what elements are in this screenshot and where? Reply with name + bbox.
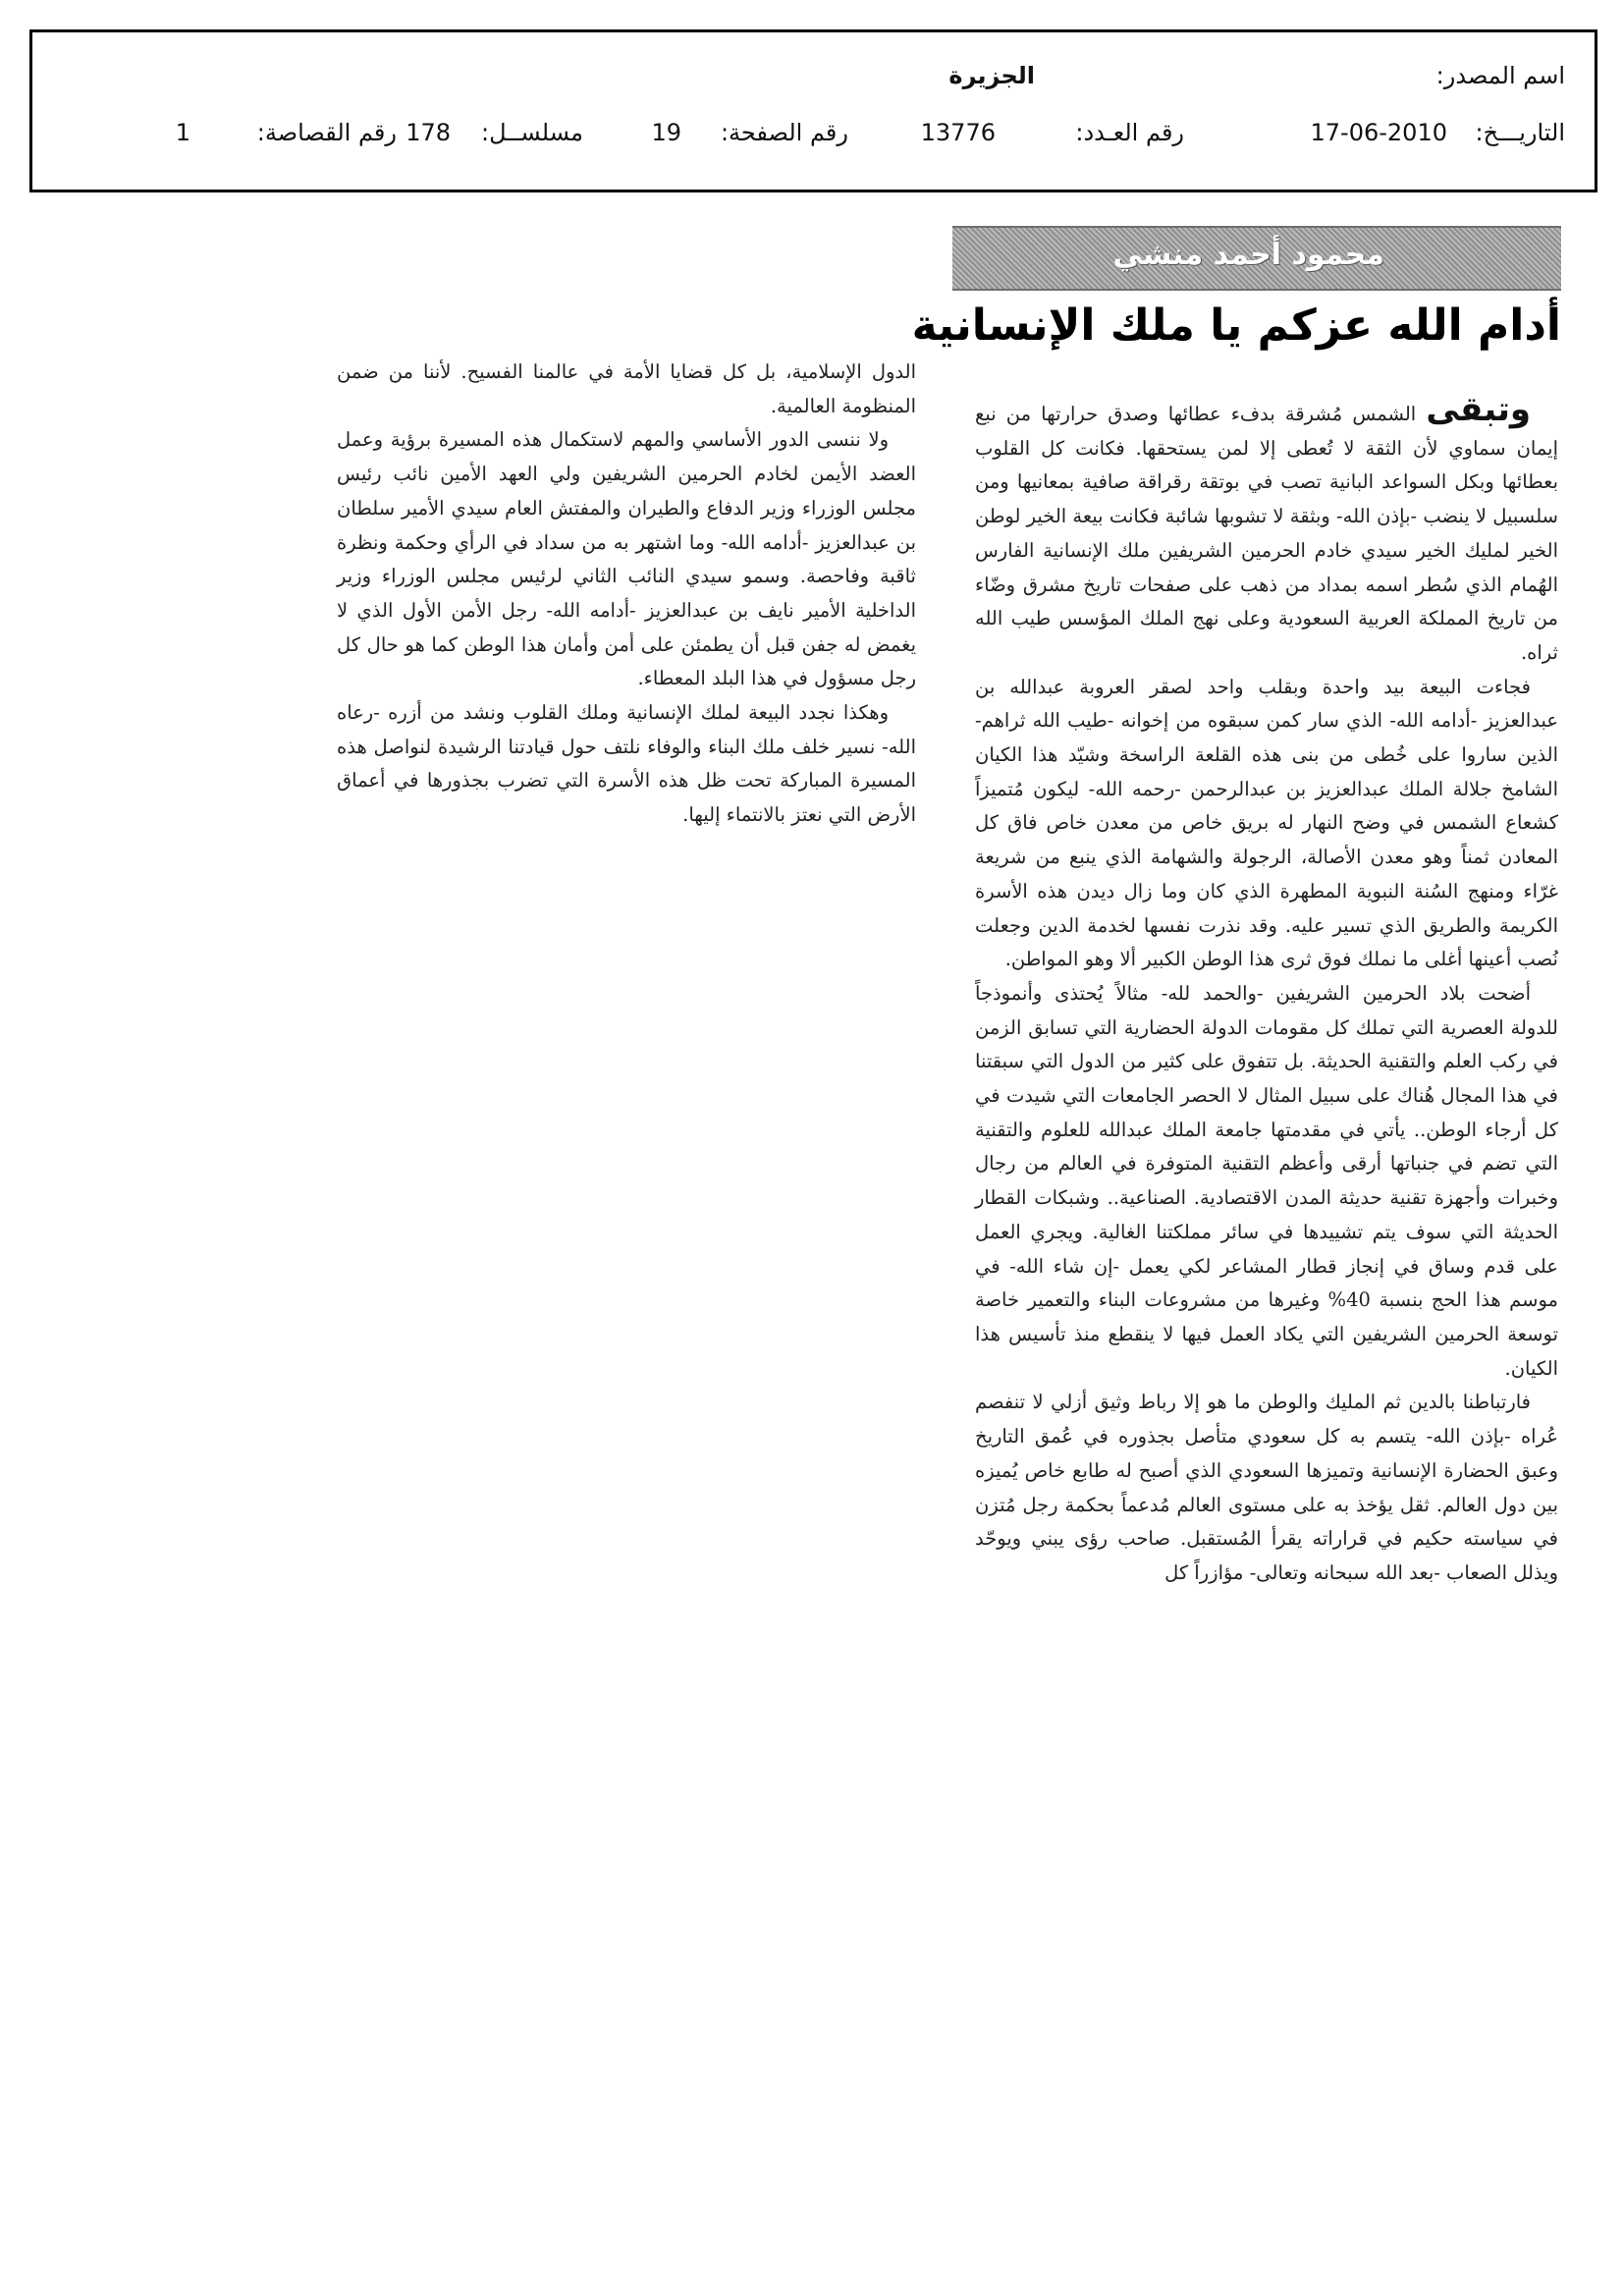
serial-label: مسلســل: bbox=[481, 119, 583, 146]
clip-label: رقم القصاصة: bbox=[256, 119, 397, 146]
article-column-right bbox=[975, 390, 1558, 1591]
date-value: 17-06-2010 bbox=[1310, 119, 1447, 146]
source-label: اسم المصدر: bbox=[1435, 62, 1565, 89]
paragraph: وهكذا نجدد البيعة لملك الإنسانية وملك القلوب ونشد من أزره -رعاه الله- نسير خلف ملك البناء والوفاء نلتف حول قيادتنا الرشيدة لنواصل هذه المسيرة المباركة تحت ظل هذه الأسرة التي تضرب بجذورها في أعماق الأرض التي نعتز بالانتماء إليها. bbox=[337, 701, 916, 827]
clipping-header-box bbox=[29, 29, 1597, 192]
page-value: 19 bbox=[651, 119, 681, 146]
date-label: التاريـــخ: bbox=[1475, 119, 1565, 146]
paragraph: الدول الإسلامية، بل كل قضايا الأمة في عالمنا الفسيح. لأننا من ضمن المنظومة العالمية. bbox=[337, 360, 916, 417]
article-headline: أدام الله عزكم يا ملك الإنسانية bbox=[911, 301, 1561, 351]
paragraph-text: الشمس مُشرقة بدفء عطائها وصدق حرارتها من نبع إيمان سماوي لأن الثقة لا تُعطى إلا لمن يستحقها. فكانت كل القلوب بعطائها وبكل السواعد البانية تصب في بوتقة رقراقة صافية بمعانيها ومن سلسبيل لا ينضب -بإذن الله- وبثقة لا تشوبها شائبة فكانت بيعة الخير لوطن الخير لمليك الخير سيدي خادم الحرمين الشريفين ملك الإنسانية الفارس الهُمام الذي سُطر اسمه بمداد من ذهب على صفحات تاريخ مشرق وضّاء من تاريخ المملكة العربية السعودية وعلى نهج الملك المؤسس طيب الله ثراه. bbox=[975, 403, 1558, 664]
paragraph: فجاءت البيعة بيد واحدة وبقلب واحد لصقر العروبة عبدالله بن عبدالعزيز -أدامه الله- الذي سار كمن سبقوه من إخوانه -طيب الله ثراهم- الذين ساروا على خُطى من بنى هذه القلعة الراسخة وشيّد هذا الكيان الشامخ جلالة الملك عبدالعزيز بن عبدالرحمن -رحمه الله- ليكون مُتميزاً كشعاع الشمس في وضح النهار له بريق خاص من معدن خاص فاق كل المعادن ثمناً وهو معدن الأصالة، الرجولة والشهامة الذي ينبع من شريعة غرّاء ومنهج السُنة النبوية المطهرة الذي كان وما زال ديدن هذه الأسرة الكريمة والطريق الذي تسير عليه. وقد نذرت نفسها لخدمة الدين وجعلت نُصب أعينها أغلى ما نملك فوق ثرى هذا الوطن الكبير ألا وهو المواطن. bbox=[975, 675, 1558, 971]
author-band bbox=[952, 226, 1561, 291]
paragraph: ولا ننسى الدور الأساسي والمهم لاستكمال هذه المسيرة برؤية وعمل العضد الأيمن لخادم الحرمين الشريفين ولي العهد الأمين نائب رئيس مجلس الوزراء وزير الدفاع والطيران والمفتش العام سيدي الأمير سلطان بن عبدالعزيز -أدامه الله- وما اشتهر به من سداد في الرأي وحكمة ونظرة ثاقبة وفاحصة. وسمو سيدي النائب الثاني لرئيس مجلس الوزراء وزير الداخلية الأمير نايف بن عبدالعزيز -أدامه الله- رجل الأمن الأول الذي لا يغمض له جفن قبل أن يطمئن على أمن وأمان هذا الوطن كما هو حال كل رجل مسؤول في هذا البلد المعطاء. bbox=[337, 428, 916, 690]
paragraph: أضحت بلاد الحرمين الشريفين -والحمد لله- مثالاً يُحتذى وأنموذجاً للدولة العصرية التي تملك كل مقومات الدولة الحضارية التي تسابق الزمن في ركب العلم والتقنية الحديثة. بل تتفوق على كثير من الدول التي سبقتنا في هذا المجال هُناك على سبيل المثال لا الحصر الجامعات التي شيدت في كل أرجاء الوطن.. يأتي في مقدمتها جامعة الملك عبدالله للعلوم والتقنية التي تضم في جنباتها أرقى وأعظم التقنية المتوفرة في العالم من رجال وخبرات وأجهزة تقنية حديثة المدن الاقتصادية. الصناعية.. وشبكات القطار الحديثة التي سوف يتم تشييدها في سائر مملكتنا الغالية. ويجري العمل على قدم وساق في إنجاز قطار المشاعر لكي يعمل -إن شاء الله- في موسم هذا الحج بنسبة 40% وغيرها من مشروعات البناء والتعمير خاصة توسعة الحرمين الشريفين التي يكاد العمل فيها لا ينقطع منذ تأسيس هذا الكيان. bbox=[975, 981, 1558, 1380]
author-name: محمود أحمد منشي bbox=[1112, 238, 1384, 272]
page-label: رقم الصفحة: bbox=[720, 119, 848, 146]
lead-word: وتبقى bbox=[1426, 390, 1531, 429]
serial-value: 178 bbox=[406, 119, 451, 146]
clip-value: 1 bbox=[175, 119, 190, 146]
paragraph: فارتباطنا بالدين ثم المليك والوطن ما هو إلا رباط وثيق أزلي لا تنفصم عُراه -بإذن الله- يتسم به كل سعودي متأصل بجذوره في عُمق التاريخ وعبق الحضارة الإنسانية وتميزها السعودي الذي أصبح له طابع خاص يُميزه بين دول العالم. ثقل يؤخذ به على مستوى العالم مُدعماً بحكمة رجل مُتزن في سياسته حكيم في قراراته يقرأ المُستقبل. صاحب رؤى يبني ويوحّد ويذلل الصعاب -بعد الله سبحانه وتعالى- مؤازراً كل bbox=[975, 1391, 1558, 1584]
source-name: الجزيرة bbox=[948, 62, 1035, 89]
issue-label: رقم العـدد: bbox=[1075, 119, 1184, 146]
paragraph bbox=[975, 390, 1558, 671]
issue-value: 13776 bbox=[920, 119, 996, 146]
article-column-left bbox=[337, 355, 916, 833]
